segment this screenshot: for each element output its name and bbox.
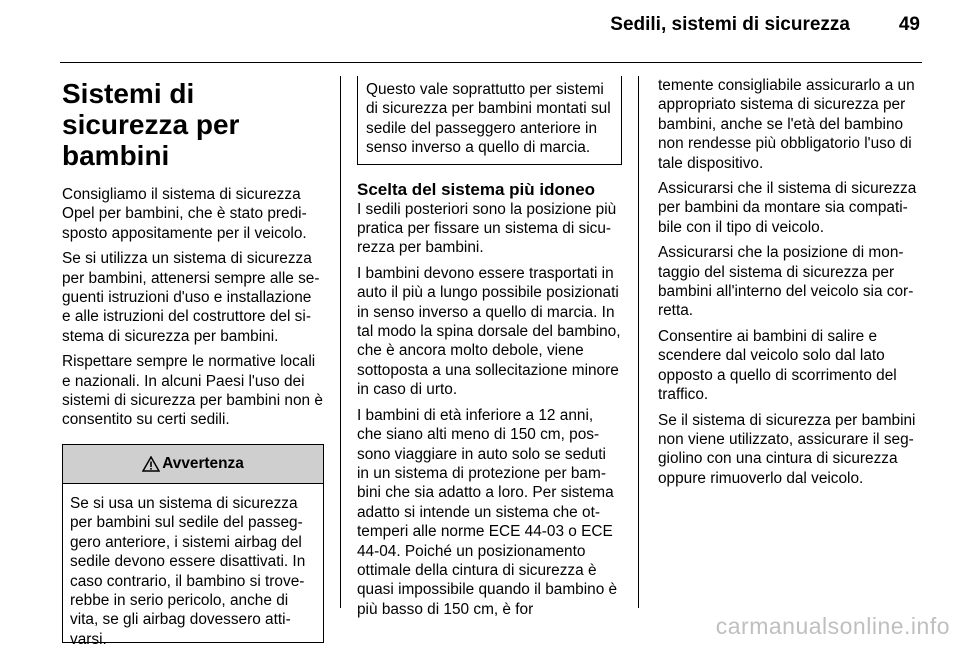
warning-box [62, 444, 324, 648]
paragraph: temente consigliabile assicurarlo a un appropriato sistema di sicurezza per bambini, anche se l'età del bambino non rendesse più obbligatorio l'uso di tale dispositivo. [658, 77, 915, 172]
warning-header [63, 445, 323, 484]
warning-heading: Avvertenza [162, 455, 244, 473]
section-title: Sistemi di sicurezza per bambini [62, 78, 240, 171]
paragraph: I bambini di età inferiore a 12 anni, che siano alti meno di 150 cm, possono viaggiare in auto solo se seduti in un sistema di protezione per bambini che sia adatto a loro. Per sistema adatto si intende un sistema che ottemperi alle norme ECE 44-03 o ECE 44-04. Poiché un posizionamento ottimale della cintura di sicurezza è quasi impossibile quando il bambino è più basso di 150 cm, è for [357, 406, 618, 618]
paragraph: I bambini devono essere trasportati in auto il più a lungo possibile posizionati in senso inverso a quello di marcia. In tal modo la spina dorsale del bambino, che è ancora molto debole, viene sottoposta a una sollecitazione minore in caso di urto. [357, 264, 621, 399]
page-number: 49 [898, 14, 920, 35]
header-rule [60, 62, 922, 63]
column-2 [357, 76, 622, 625]
warning-text: Se si usa un sistema di sicurezza per bambini sul sedile del passeggero anteriore, i sistemi airbag del sedile devono essere disattivati. In caso contrario, il bambino si troverebbe in serio pericolo, anche di vita, se gli airbag dovessero attivarsi. [70, 494, 306, 648]
warning-icon [142, 456, 160, 472]
column-3 [658, 76, 924, 494]
paragraph: I sedili posteriori sono la posizione più pratica per fissare un sistema di sicurezza per bambini. [357, 200, 617, 257]
note-box: Questo vale soprattutto per sistemi di sicurezza per bambini montati sul sedile del passeggero anteriore in senso inverso a quello di marcia. [357, 76, 622, 165]
paragraph: Consigliamo il sistema di sicurezza Opel per bambini, che è stato predisposto appositamente per il veicolo. [62, 186, 307, 242]
column-divider-1 [340, 76, 341, 608]
column-1 [62, 76, 324, 648]
watermark: carmanualsonline.info [715, 613, 950, 639]
paragraph: Rispettare sempre le normative locali e nazionali. In alcuni Paesi l'uso dei sistemi di sicurezza per bambini non è consentito su certi sedili. [62, 353, 323, 429]
paragraph: Assicurarsi che il sistema di sicurezza per bambini da montare sia compatibile con il tipo di veicolo. [658, 180, 917, 236]
page-header-title: Sedili, sistemi di sicurezza [610, 14, 850, 35]
column-divider-2 [638, 76, 639, 608]
subheading: Scelta del sistema più idoneo [357, 179, 596, 199]
paragraph: Assicurarsi che la posizione di montaggio del sistema di sicurezza per bambini all'interno del veicolo sia corretta. [658, 244, 914, 320]
paragraph: Se si utilizza un sistema di sicurezza per bambini, attenersi sempre alle seguenti istruzioni d'uso e installazione e alle istruzioni del costruttore del sistema di sicurezza per bambini. [62, 250, 320, 345]
paragraph: Consentire ai bambini di salire e scendere dal veicolo solo dal lato opposto a quello di scorrimento del traffico. [658, 327, 897, 404]
paragraph: Se il sistema di sicurezza per bambini non viene utilizzato, assicurare il seggiolino con una cintura di sicurezza oppure rimuoverlo dal veicolo. [658, 411, 916, 487]
